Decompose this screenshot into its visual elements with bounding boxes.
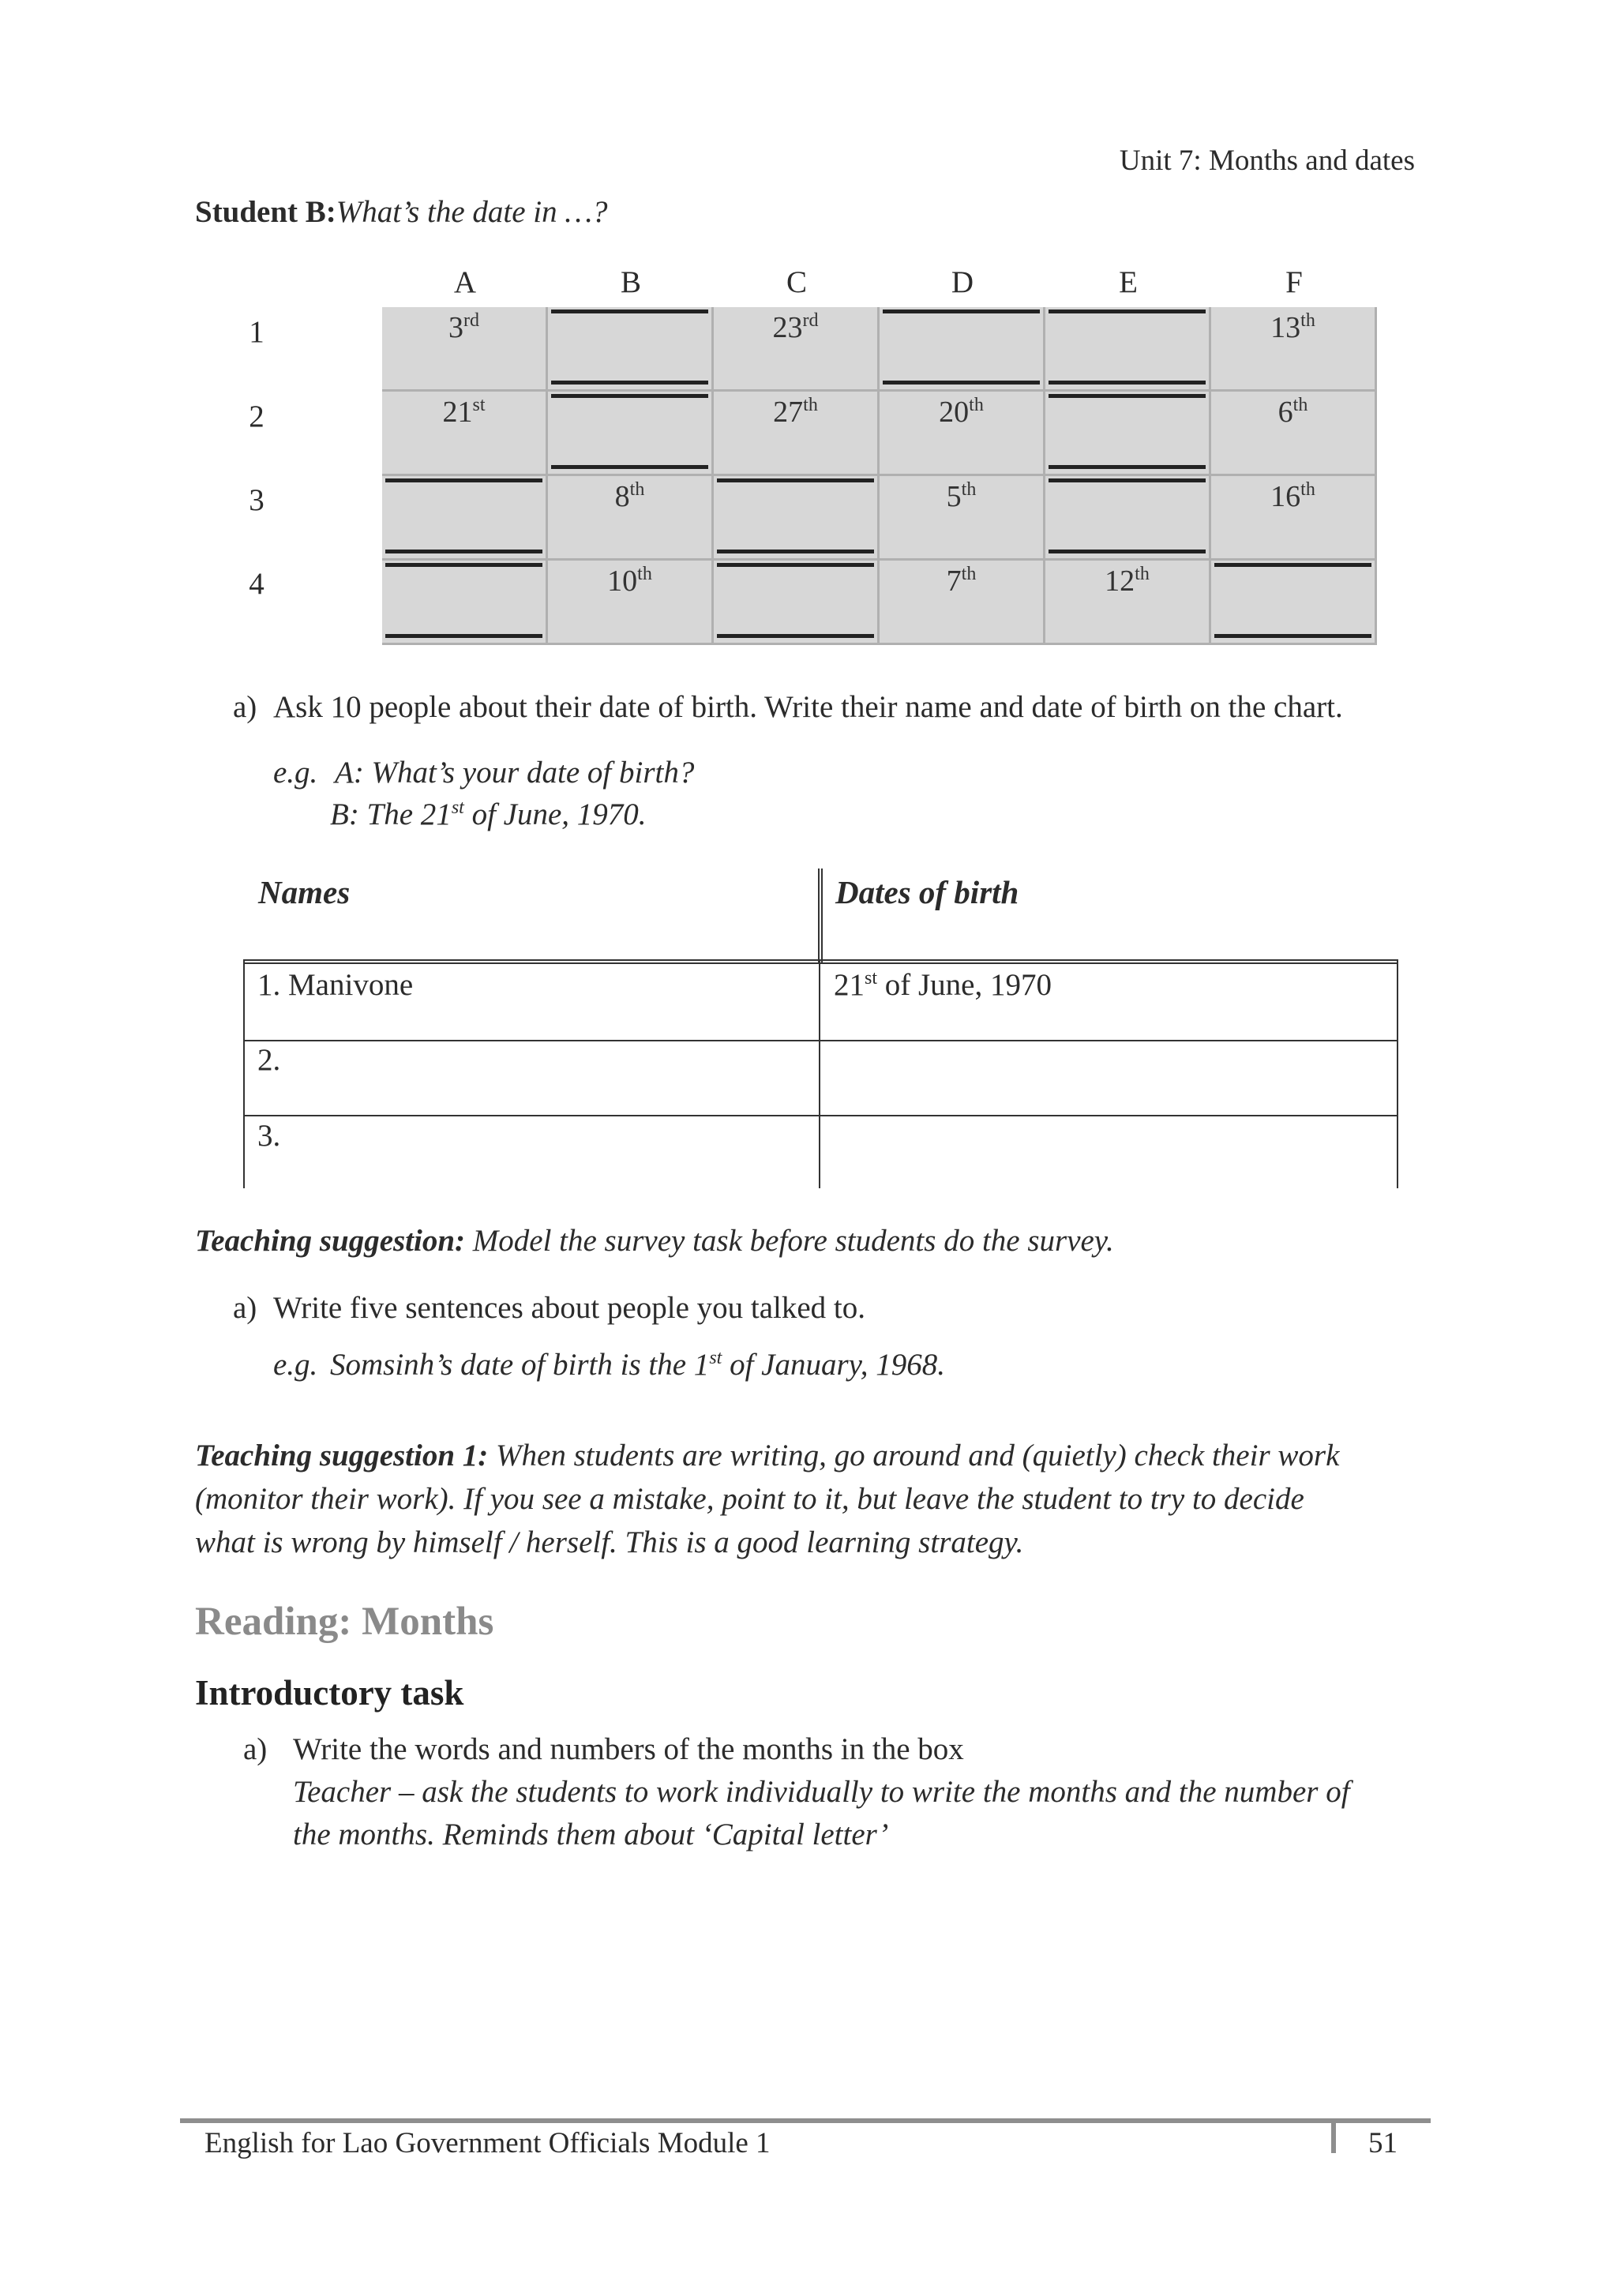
grid-cell-b1 (548, 307, 714, 392)
eg-b: of January, 1968. (722, 1348, 946, 1382)
grid-cell-e2 (1045, 392, 1211, 476)
teaching-suggestion-label: Teaching suggestion: (195, 1224, 466, 1258)
table-top-rule (243, 959, 1398, 964)
date-suffix: th (1292, 395, 1308, 415)
grid-cell-e1 (1045, 307, 1211, 392)
grid-date-d2 (880, 395, 1043, 430)
grid-date-d4 (880, 564, 1043, 598)
grid-cell-f4 (1211, 561, 1377, 645)
date-suffix: th (1135, 564, 1150, 584)
date-grid (382, 307, 1377, 645)
grid-cell-d4 (880, 561, 1045, 645)
student-b-label: Student B: (195, 195, 336, 229)
book-title: English for Lao Government Officials Module 1 (204, 2127, 771, 2159)
grid-cell-f3 (1211, 476, 1377, 561)
grid-cell-f2 (1211, 392, 1377, 476)
eg-line2-b: of June, 1970. (463, 797, 647, 831)
grid-cell-c1 (714, 307, 880, 392)
date-suffix: rd (463, 310, 479, 331)
blank-line-bottom (551, 465, 708, 469)
task-a3-teacher-line1: Teacher – ask the students to work individually to write the months and the number of (293, 1775, 1350, 1809)
date-suffix: st (472, 395, 486, 415)
names-header: Names (258, 874, 351, 910)
teaching-suggestion-1-line2: (monitor their work). If you see a mistake, point to it, but leave the student to try to decide (195, 1482, 1304, 1516)
col-letter-a: A (453, 265, 477, 299)
teaching-suggestion-1-line3: what is wrong by himself / herself. This is a good learning strategy. (195, 1525, 1024, 1559)
task-a3-marker: a) (243, 1732, 268, 1766)
date-suffix: th (629, 479, 645, 500)
footer-tick (1331, 2118, 1336, 2153)
grid-cell-b3 (548, 476, 714, 561)
blank-line-top (551, 394, 708, 398)
header-divider (818, 869, 823, 963)
date-number: 23 (772, 311, 803, 344)
grid-date-f3 (1211, 479, 1375, 514)
dates-header: Dates of birth (835, 874, 1019, 910)
unit-title: Unit 7: Months and dates (1119, 144, 1415, 177)
task-a3-teacher-line2: the months. Reminds them about ‘Capital letter’ (293, 1818, 889, 1851)
date-number: 6 (1277, 396, 1293, 429)
intro-heading: Introductory task (195, 1673, 464, 1713)
col-letter-f: F (1285, 265, 1303, 299)
table-row-3-name: 3. (257, 1119, 281, 1153)
eg-a: Somsinh’s date of birth is the 1 (330, 1348, 710, 1382)
grid-cell-e3 (1045, 476, 1211, 561)
date-suffix: rd (802, 310, 819, 331)
page-number: 51 (1368, 2127, 1398, 2159)
teaching-suggestion-text: Model the survey task before students do the survey. (465, 1224, 1114, 1258)
blank-line-bottom (385, 550, 542, 553)
task-a1-eg-line1: A: What’s your date of birth? (335, 756, 695, 790)
task-a2-eg-prefix: e.g. (273, 1348, 318, 1382)
eg-line2-sup: st (451, 797, 464, 818)
grid-date-c1 (714, 310, 877, 345)
date-number: 27 (773, 396, 804, 429)
task-a1-marker: a) (233, 690, 257, 724)
grid-date-e4 (1045, 564, 1209, 598)
date-number: 21 (442, 396, 473, 429)
row-number-1: 1 (249, 315, 264, 349)
task-a1-text: Ask 10 people about their date of birth. Write their name and date of birth on the chart. (273, 690, 1343, 724)
grid-cell-a2 (382, 392, 548, 476)
table-left-rule (243, 959, 245, 1188)
birth-table (243, 959, 1398, 1188)
task-a1-eg-line2 (330, 797, 647, 832)
grid-cell-b4 (548, 561, 714, 645)
date-suffix: th (803, 395, 818, 415)
task-a3-text: Write the words and numbers of the months in the box (293, 1732, 964, 1766)
table-row-rule (243, 1115, 1398, 1116)
blank-line-top (1214, 563, 1371, 567)
col-letter-e: E (1119, 265, 1138, 299)
date-sup: st (865, 968, 878, 989)
blank-line-top (1049, 478, 1206, 482)
grid-cell-f1 (1211, 307, 1377, 392)
date-suffix: th (969, 395, 984, 415)
grid-date-b4 (548, 564, 711, 598)
blank-line-top (1049, 394, 1206, 398)
grid-cell-a3 (382, 476, 548, 561)
col-letter-c: C (786, 265, 807, 299)
blank-line-bottom (551, 381, 708, 385)
student-b-prompt (195, 194, 608, 230)
blank-line-top (385, 563, 542, 567)
grid-cell-c3 (714, 476, 880, 561)
grid-date-d3 (880, 479, 1043, 514)
blank-line-bottom (717, 634, 874, 638)
teaching-suggestion-1-line1 (195, 1434, 1423, 1477)
col-letter-b: B (620, 265, 641, 299)
task-a2-marker: a) (233, 1291, 257, 1325)
date-num: 21 (834, 968, 865, 1002)
table-row-2-name: 2. (257, 1043, 281, 1077)
grid-cell-d3 (880, 476, 1045, 561)
table-right-rule (1397, 959, 1398, 1188)
date-number: 16 (1270, 480, 1301, 513)
grid-cell-c2 (714, 392, 880, 476)
teaching-suggestion-1-text: When students are writing, go around and (quietly) check their work (488, 1439, 1340, 1473)
date-suffix: th (961, 479, 977, 500)
col-letter-d: D (951, 265, 974, 299)
grid-cell-d2 (880, 392, 1045, 476)
grid-date-c2 (714, 395, 877, 430)
reading-heading: Reading: Months (195, 1600, 494, 1644)
date-number: 20 (939, 396, 970, 429)
blank-line-top (385, 478, 542, 482)
table-row-1-name: 1. Manivone (257, 968, 414, 1002)
date-number: 7 (946, 565, 962, 598)
grid-cell-b2 (548, 392, 714, 476)
grid-date-a2 (382, 395, 546, 430)
blank-line-top (551, 310, 708, 313)
grid-date-f1 (1211, 310, 1375, 345)
date-number: 3 (448, 311, 463, 344)
teaching-suggestion-1-label: Teaching suggestion 1: (195, 1439, 489, 1473)
blank-line-top (1049, 310, 1206, 313)
teaching-suggestion (195, 1219, 1423, 1262)
date-number: 8 (614, 480, 630, 513)
blank-line-top (883, 310, 1040, 313)
footer-rule (180, 2118, 1431, 2123)
date-number: 13 (1270, 311, 1301, 344)
date-suffix: th (1300, 310, 1315, 331)
date-suffix: th (961, 564, 977, 584)
task-a1-eg-prefix: e.g. (273, 756, 318, 790)
table-row-rule (243, 1040, 1398, 1041)
blank-line-bottom (883, 381, 1040, 385)
table-mid-rule (819, 959, 820, 1188)
blank-line-bottom (1049, 381, 1206, 385)
table-row-1-date (834, 967, 1052, 1003)
blank-line-top (717, 478, 874, 482)
blank-line-bottom (1214, 634, 1371, 638)
student-b-question: What’s the date in …? (336, 195, 608, 229)
blank-line-bottom (1049, 465, 1206, 469)
grid-date-a1 (382, 310, 546, 345)
row-number-4: 4 (249, 567, 264, 601)
blank-line-bottom (385, 634, 542, 638)
row-number-2: 2 (249, 400, 264, 433)
eg-sup: st (709, 1348, 722, 1368)
row-number-3: 3 (249, 483, 264, 517)
date-number: 5 (946, 480, 962, 513)
date-suffix: th (637, 564, 652, 584)
task-a2-eg (330, 1347, 945, 1382)
grid-cell-d1 (880, 307, 1045, 392)
blank-line-bottom (1049, 550, 1206, 553)
eg-line2-a: B: The 21 (330, 797, 452, 831)
grid-cell-a1 (382, 307, 548, 392)
date-rest: of June, 1970 (877, 968, 1052, 1002)
task-a2-text: Write five sentences about people you talked to. (273, 1291, 866, 1325)
date-number: 12 (1105, 565, 1135, 598)
date-number: 10 (607, 565, 638, 598)
grid-cell-c4 (714, 561, 880, 645)
grid-cell-a4 (382, 561, 548, 645)
grid-cell-e4 (1045, 561, 1211, 645)
blank-line-top (717, 563, 874, 567)
grid-date-f2 (1211, 395, 1375, 430)
date-suffix: th (1300, 479, 1315, 500)
blank-line-bottom (717, 550, 874, 553)
grid-date-b3 (548, 479, 711, 514)
